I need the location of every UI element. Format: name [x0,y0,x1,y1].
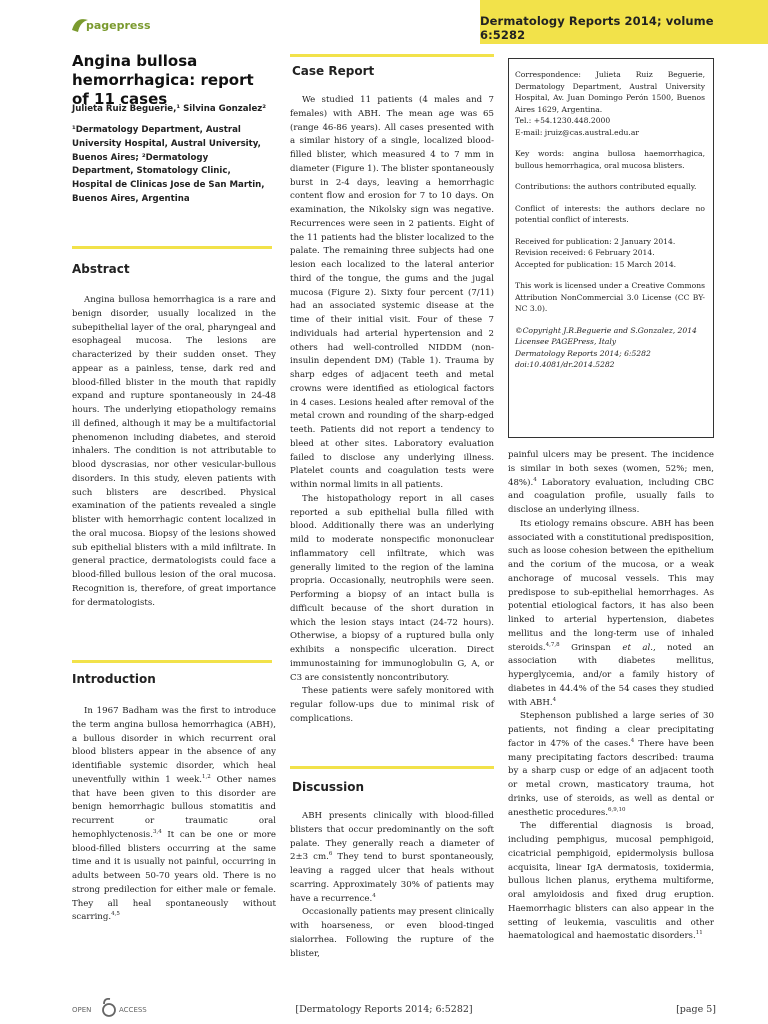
discussion-paragraph-1 [290,810,494,906]
col3-paragraph-4 [508,820,714,944]
introduction-heading: Introduction [72,672,156,686]
abstract-body [72,294,276,610]
introduction-paragraph [72,705,276,925]
box-license: This work is licensed under a Creative Commons Attribution NonCommercial 3.0 License (CC BY-NC 3.0). [515,281,705,313]
discussion-paragraph-2: Occasionally patients may present clinically with hoarseness, or even blood-tinged sialorrhea. Following the rupture of the blister, [290,907,494,959]
abstract-paragraph: Angina bullosa hemorrhagica is a rare and benign disorder, usually localized in the subepithelial layer of the oral, pharyngeal and esophageal mucosa. The lesions are characterized by their sudden onset. They appear as a painless, tense, dark red and blood-filled blister in the mouth that rapidly expand and rupture spontaneously in 24-48 hours. The underlying etiopathology remains ill defined, although it may be a multifactorial phenomenon including diabetes, and steroid inhalers. The condition is not attributable to blood dyscrasias, nor other vesicular-bullous disorders. In this study, eleven patients with such blisters are described. Physical examination of the patients revealed a single blister with hemorrhagic content localized in the oral mucosa. Biopsy of the lesions showed sub epithelial blisters with a mild infiltrate. In general practice, dermatologists could face a blood-filled bullous lesion of the oral mucosa. Recognition is, therefore, of great importance for dermatologists. [72,295,276,608]
journal-header-band [480,0,768,44]
col3-ref-1: 4 [533,476,537,483]
box-revision: Revision received: 6 February 2014. [515,248,655,257]
intro-ref-3: 4,5 [111,911,120,918]
introduction-rule [72,660,272,663]
box-correspondence [515,69,705,138]
col3-text-4: The differential diagnosis is broad, including pemphigus, mucosal pemphigoid, cicatricial pemphigoid, epidermolysis bullosa acquisita, linear IgA dermatosis, toxidermia, bullous lichen planus, erythema multiforme, oral amyloidosis and fixed drug eruption. Haemorrhagic blisters can also appear in the setting of leukemia, vasculitis and other haematological and haemostatic disorders. [508,821,714,942]
col3-text-1b: Laboratory evaluation, including CBC and coagulation profile, usually fails to disclose an underlying illness. [508,477,714,515]
box-dates [515,236,705,271]
col3-ref-4: 4 [630,737,635,744]
abstract-rule [72,246,272,249]
intro-text-1: In 1967 Badham was the first to introduce the term angina bullosa hemorrhagica (ABH), a bullous disorder in which recurrent oral blood blisters appear in the absence of any identifiable systemic disorder, which heal uneventfully within 1 week. [72,706,276,785]
correspondence-box [508,58,714,438]
intro-ref-1: 1,2 [202,773,211,780]
discussion-body [290,810,494,961]
box-citation: Dermatology Reports 2014; 6:5282 [515,348,651,358]
disc-ref-2: 4 [372,892,376,899]
col3-ref-5: 6,9,10 [608,806,626,813]
col3-text-2b: Grinspan [559,642,623,653]
col3-et-al: et al. [622,642,653,653]
box-licensee: Licensee PAGEPress, Italy [515,337,617,346]
discussion-rule [290,766,494,769]
box-copyright-block [515,325,705,371]
discussion-continued-body [508,449,714,944]
intro-text-2: Other names that have been given to this disorder are benign hemorrhagic bullous stomatitis and recurrent or traumatic oral hemophlyctenosis. [72,774,276,840]
col3-ref-2: 4,7,8 [545,641,560,648]
discussion-heading: Discussion [292,780,365,794]
disc-text-1b: They tend to burst spontaneously, leaving a ragged ulcer that heals without scarring. Approximately 30% of patients may have a recurrence. [290,852,494,904]
abstract-heading: Abstract [72,262,130,276]
box-copyright: ©Copyright J.R.Beguerie and S.Gonzalez, 2014 [515,325,697,335]
col3-text-3b: There have been many precipitating factors described: trauma by a sharp cusp or edge of an adjacent tooth or metal crown, masticatory trauma, hot drinks, use of steroids, as well as dental or anesthetic procedures. [508,738,714,818]
box-tel: Tel.: +54.1230.448.2000 [515,116,611,125]
col3-paragraph-2 [508,518,714,711]
introduction-body [72,705,276,925]
disc-text-1a: ABH presents clinically with blood-filled blisters that occur predominantly on the soft palate. They generally reach a diameter of 2±3 cm. [290,811,494,863]
article-affiliations: ¹Dermatology Department, Austral University Hospital, Austral University, Buenos Aires; ²Dermatology Department, Stomatology Clinic, Hospital de Clinicas Jose de San Martin, Buenos Aires, Argentina [72,125,265,204]
article-title: Angina bullosa hemorrhagica: report of 11 cases [72,52,254,108]
intro-text-3: It can be one or more blood-filled blisters occurring at the same time and it is usually not painful, occurring in adults between 50-70 years old. There is no strong predilection for either male or female. They all heal spontaneously without scarring. [72,829,276,923]
footer-citation: [Dermatology Reports 2014; 6:5282] [295,1004,473,1015]
pagepress-logo [70,14,160,38]
open-access-access-label: ACCESS [119,1006,147,1014]
case-report-heading: Case Report [292,64,375,78]
box-email: E-mail: jruiz@cas.austral.edu.ar [515,127,639,137]
intro-ref-2: 3,4 [152,828,162,835]
box-accepted: Accepted for publication: 15 March 2014. [515,259,677,269]
journal-citation-header: Dermatology Reports 2014; volume 6:5282 [480,14,714,42]
col3-text-2c: , noted an association with diabetes mellitus, hyperglycemia, and/or a family history of diabetes in 44.4% of the 54 cases they studied with ABH. [508,642,714,708]
box-contributions: Contributions: the authors contributed equally. [515,182,697,191]
col3-text-2a: Its etiology remains obscure. ABH has been associated with a constitutional predisposition, such as loose cohesion between the epithelium and the corium of the mucosa, or a weak anchorage of mucosal vessels. This may predispose to sub-epithelial hemorrhages. As potential etiological factors, it has also been linked to arterial hypertension, diabetes mellitus and the long-term use of inhaled steroids. [508,518,714,653]
logo-wordmark: pagepress [86,19,151,32]
disc-ref-1: 6 [328,851,333,858]
open-access-open-label: OPEN [72,1006,92,1014]
footer-page-number: [page 5] [676,1004,716,1015]
case-report-paragraph-2: The histopathology report in all cases reported a sub epithelial bulla filled with blood. Additionally there was an underlying mild to moderate nonspecific mononuclear inflammatory cell infiltrate, which was generally limited to the region of the lamina propria. Occasionally, neutrophils were seen. Performing a biopsy of an intact bulla is difficult because of the short duration in which the lesion stays intact (24-72 hours). Otherwise, a biopsy of a ruptured bulla only exhibits a nonspecific ulceration. Direct immunostaining for immunoglobulin G, A, or C3 are consistently noncontributory. [290,493,494,683]
box-correspondence-text: Correspondence: Julieta Ruiz Beguerie, Dermatology Department, Austral University Hospital, Av. Juan Domingo Perón 1500, Buenos Aires 1629, Argentina. [515,70,705,114]
case-report-rule [290,54,494,57]
col3-paragraph-3 [508,710,714,820]
col3-text-3a: Stephenson published a large series of 30 patients, not finding a clear precipitating factor in 47% of the cases. [508,711,714,749]
article-authors: Julieta Ruiz Beguerie,¹ Silvina Gonzalez² [72,104,267,114]
col3-ref-3: 4 [552,696,557,703]
box-doi: doi:10.4081/dr.2014.5282 [515,360,615,369]
col3-ref-6: 11 [695,930,703,937]
case-report-paragraph-1: We studied 11 patients (4 males and 7 females) with ABH. The mean age was 65 (range 46-86 years). All cases presented with a similar history of a single, localized blood-filled blister, which measured 4 to 7 mm in diameter (Figure 1). The blister spontaneously burst in 2-4 days, leaving a hemorrhagic content flow and erosion for 7 to 10 days. On examination, the Nikolsky sign was negative. Recurrences were seen in 2 patients. Eight of the 11 patients had the blister localized to the palate. The remaining three subjects had one lesion each localized to the lateral anterior third of the tongue, the gums and the jugal mucosa (Figure 2). Sixty four percent (7/11) had an associated systemic disease at the time of their initial visit. Four of these 7 individuals had arterial hypertension and 2 others had well-controlled NIDDM (non-insulin dependent DM) (Table 1). Trauma by sharp edges of adjacent teeth and metal crowns were identified as etiological factors in 4 cases. Lesions healed after removal of the metal crown and rounding of the sharp-edged teeth. Patients did not report a tendency to bleed at other sites. Laboratory evaluation failed to disclose any underlying illness. Platelet counts and coagulation tests were within normal limits in all patients. [290,95,494,490]
case-report-body [290,94,494,727]
case-report-paragraph-3: These patients were safely monitored with regular follow-ups due to minimal risk of complications. [290,686,494,724]
col3-text-1a: painful ulcers may be present. The incidence is similar in both sexes (women, 52%; men, 48%). [508,450,714,488]
box-keywords: Key words: angina bullosa haemorrhagica, bullous hemorrhagica, oral mucosa blisters. [515,149,705,170]
col3-paragraph-1 [508,449,714,518]
box-conflict: Conflict of interests: the authors declare no potential conflict of interests. [515,203,705,224]
box-received: Received for publication: 2 January 2014. [515,236,676,246]
